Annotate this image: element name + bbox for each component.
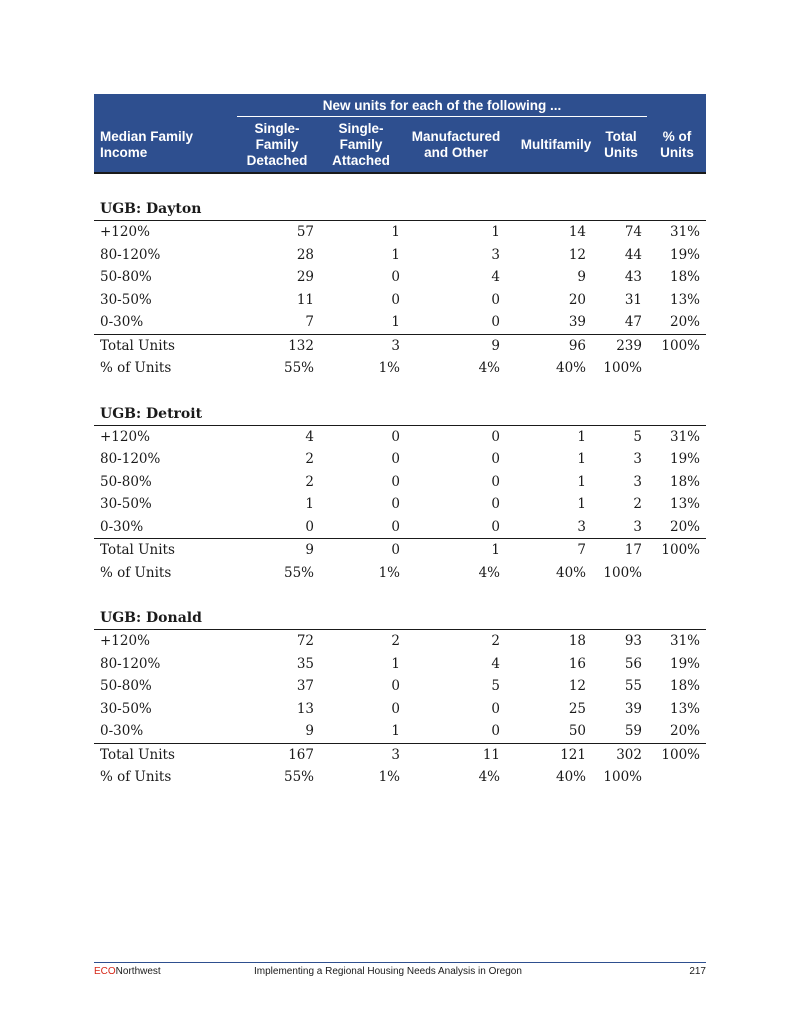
footer-brand-rest: Northwest [115,966,161,977]
cell-sfa: 3 [391,337,400,354]
cell-mf: 40% [555,564,586,581]
cell-mf: 96 [568,337,586,354]
table-row [94,448,706,471]
cell-sfd: 9 [305,723,314,739]
cell-mf: 7 [577,542,586,558]
header-sfd [236,120,318,170]
section-title: UGB: Donald [94,607,706,630]
cell-sfa: 1% [378,769,400,785]
cell-total: 74 [624,224,642,240]
table-row [94,426,706,449]
total-row [94,538,706,562]
cell-total: 100% [603,360,642,376]
cell-mf: 1 [577,473,586,490]
section-title: UGB: Dayton [94,198,706,221]
cell-mf: 121 [560,746,586,763]
cell-sfa: 1 [391,723,400,739]
header-manufactured-line2: and Other [424,145,488,160]
header-total-line2: Units [604,145,638,160]
cell-pct: 13% [669,291,700,308]
cell-sfd: 35 [296,655,314,672]
cell-total: 59 [624,723,642,739]
cell-pct: 13% [669,700,700,717]
footer-page-number: 217 [689,966,706,977]
header-sfd-line3: Detached [246,153,308,168]
cell-mfg: 5 [491,678,500,694]
cell-total: 55 [624,678,642,694]
cell-sfa: 0 [391,518,400,535]
cell-mf: 40% [555,360,586,376]
cell-total: 31 [624,291,642,308]
row-label: +120% [100,633,150,649]
header-income-line2: Income [100,145,148,160]
cell-sfd: 7 [305,314,314,330]
cell-sfd: 55% [283,769,314,785]
cell-sfd: 2 [305,451,314,467]
cell-sfa: 1% [378,360,400,376]
table-row [94,493,706,516]
cell-mfg: 0 [491,518,500,535]
cell-sfa: 1 [391,655,400,672]
housing-units-table [94,94,706,789]
cell-sfa: 0 [391,451,400,467]
cell-mfg: 2 [491,633,500,649]
table-row [94,471,706,494]
cell-sfd: 57 [296,224,314,240]
cell-mfg: 11 [482,746,500,763]
row-label: % of Units [100,564,172,581]
cell-total: 43 [624,269,642,285]
cell-pct: 31% [669,224,700,240]
cell-mf: 3 [577,518,586,535]
cell-pct: 20% [669,723,700,739]
cell-mf: 1 [577,451,586,467]
cell-mfg: 0 [491,291,500,308]
total-row [94,743,706,767]
header-sfd-line2: Family [255,137,299,152]
row-label: 50-80% [100,269,152,285]
footer-brand [94,966,161,977]
row-label: +120% [100,224,150,240]
footer-rule [94,962,706,963]
cell-sfa: 0 [391,473,400,490]
cell-sfd: 0 [305,518,314,535]
cell-mfg: 1 [491,224,500,240]
row-label: Total Units [100,542,175,558]
super-header-label: New units for each of the following ... [322,98,562,113]
cell-pct: 18% [669,473,700,490]
section-spacer [94,584,706,607]
percent-row [94,766,706,789]
cell-mfg: 4 [491,269,500,285]
row-label: +120% [100,428,150,445]
cell-total: 39 [624,700,642,717]
row-label: 80-120% [100,246,161,263]
cell-mf: 1 [577,428,586,445]
header-pct [654,120,700,170]
cell-mfg: 4% [478,360,500,376]
cell-total: 3 [633,473,642,490]
cell-pct: 19% [669,246,700,263]
cell-sfd: 29 [296,269,314,285]
row-label: 0-30% [100,723,144,739]
section-spacer [94,380,706,403]
cell-mf: 25 [568,700,586,717]
header-total [598,120,644,170]
cell-mfg: 3 [491,246,500,263]
cell-sfd: 28 [296,246,314,263]
cell-mfg: 0 [491,723,500,739]
cell-pct: 20% [669,518,700,535]
header-multifamily [508,120,604,170]
header-sfa-line1: Single- [338,121,384,136]
cell-mfg: 0 [491,428,500,445]
cell-mfg: 4% [478,564,500,581]
cell-sfa: 1 [391,246,400,263]
cell-total: 3 [633,518,642,535]
cell-sfa: 3 [391,746,400,763]
total-row [94,334,706,358]
cell-total: 5 [633,428,642,445]
cell-sfa: 0 [391,428,400,445]
cell-pct: 31% [669,428,700,445]
cell-sfa: 0 [391,496,400,512]
cell-mfg: 4% [478,769,500,785]
cell-pct: 100% [661,746,700,763]
cell-sfd: 37 [296,678,314,694]
table-row [94,266,706,289]
header-sfa-line2: Family [339,137,383,152]
row-label: 50-80% [100,473,152,490]
header-pct-line2: Units [660,145,694,160]
cell-total: 47 [624,314,642,330]
table-row [94,653,706,676]
table-row [94,516,706,539]
header-income-line1: Median Family [100,129,194,144]
header-sfa [320,120,402,170]
cell-mfg: 4 [491,655,500,672]
cell-total: 44 [624,246,642,263]
header-total-line1: Total [605,129,637,144]
cell-mf: 40% [555,769,586,785]
cell-pct: 100% [661,337,700,354]
table-row [94,221,706,244]
table-body [94,174,706,789]
footer-title: Implementing a Regional Housing Needs Analysis in Oregon [254,966,522,977]
cell-mf: 18 [568,633,586,649]
percent-row [94,357,706,380]
cell-sfd: 13 [296,700,314,717]
table-row [94,289,706,312]
cell-sfa: 0 [391,678,400,694]
cell-total: 93 [624,633,642,649]
cell-mf: 50 [568,723,586,739]
cell-mfg: 0 [491,314,500,330]
header-sfd-line1: Single- [254,121,300,136]
table-row [94,630,706,653]
row-label: 80-120% [100,655,161,672]
footer-brand-eco: ECO [94,966,116,977]
cell-sfd: 72 [296,633,314,649]
cell-mfg: 0 [491,700,500,717]
cell-total: 17 [624,542,642,558]
cell-sfa: 0 [391,291,400,308]
header-income [100,120,230,170]
header-bottom-rule [94,172,706,174]
cell-mf: 39 [568,314,586,330]
row-label: Total Units [100,746,175,763]
table-header [94,94,706,174]
cell-pct: 31% [669,633,700,649]
cell-sfd: 167 [288,746,314,763]
header-manufactured [406,120,506,170]
cell-sfa: 0 [391,542,400,558]
section-spacer [94,174,706,198]
cell-sfd: 4 [305,428,314,445]
cell-sfa: 0 [391,700,400,717]
cell-mfg: 0 [491,473,500,490]
cell-pct: 18% [669,269,700,285]
cell-mf: 9 [577,269,586,285]
header-pct-line1: % of [662,129,692,144]
cell-pct: 19% [669,451,700,467]
cell-sfd: 55% [283,360,314,376]
row-label: 80-120% [100,451,161,467]
header-sfa-line3: Attached [332,153,390,168]
row-label: 30-50% [100,496,152,512]
row-label: 50-80% [100,678,152,694]
cell-pct: 13% [669,496,700,512]
cell-mf: 12 [568,246,586,263]
table-row [94,720,706,743]
cell-total: 302 [616,746,642,763]
row-label: 30-50% [100,700,152,717]
cell-sfa: 1% [378,564,400,581]
cell-mfg: 0 [491,451,500,467]
cell-sfa: 2 [391,633,400,649]
cell-pct: 20% [669,314,700,330]
cell-sfd: 1 [305,496,314,512]
table-row [94,311,706,334]
cell-sfa: 1 [391,314,400,330]
cell-sfa: 1 [391,224,400,240]
cell-total: 56 [624,655,642,672]
cell-sfd: 9 [305,542,314,558]
row-label: % of Units [100,769,172,785]
row-label: Total Units [100,337,175,354]
cell-mf: 14 [568,224,586,240]
cell-total: 100% [603,564,642,581]
header-manufactured-line1: Manufactured [411,129,501,144]
super-header-rule [237,116,647,117]
cell-sfd: 11 [296,291,314,308]
section-title: UGB: Detroit [94,403,706,426]
cell-sfd: 55% [283,564,314,581]
cell-pct: 19% [669,655,700,672]
cell-sfd: 2 [305,473,314,490]
cell-mf: 12 [568,678,586,694]
percent-row [94,562,706,585]
table-row [94,698,706,721]
cell-pct: 18% [669,678,700,694]
row-label: % of Units [100,360,172,376]
row-label: 0-30% [100,314,144,330]
row-label: 30-50% [100,291,152,308]
cell-sfd: 132 [288,337,314,354]
cell-total: 100% [603,769,642,785]
cell-mf: 16 [568,655,586,672]
cell-mfg: 1 [491,542,500,558]
row-label: 0-30% [100,518,144,535]
table-row [94,675,706,698]
cell-mfg: 0 [491,496,500,512]
cell-pct: 100% [661,542,700,558]
cell-mfg: 9 [491,337,500,354]
cell-sfa: 0 [391,269,400,285]
table-row [94,244,706,267]
cell-total: 239 [616,337,642,354]
cell-mf: 20 [568,291,586,308]
header-multifamily-line1: Multifamily [520,137,592,152]
cell-mf: 1 [577,496,586,512]
cell-total: 3 [633,451,642,467]
cell-total: 2 [633,496,642,512]
